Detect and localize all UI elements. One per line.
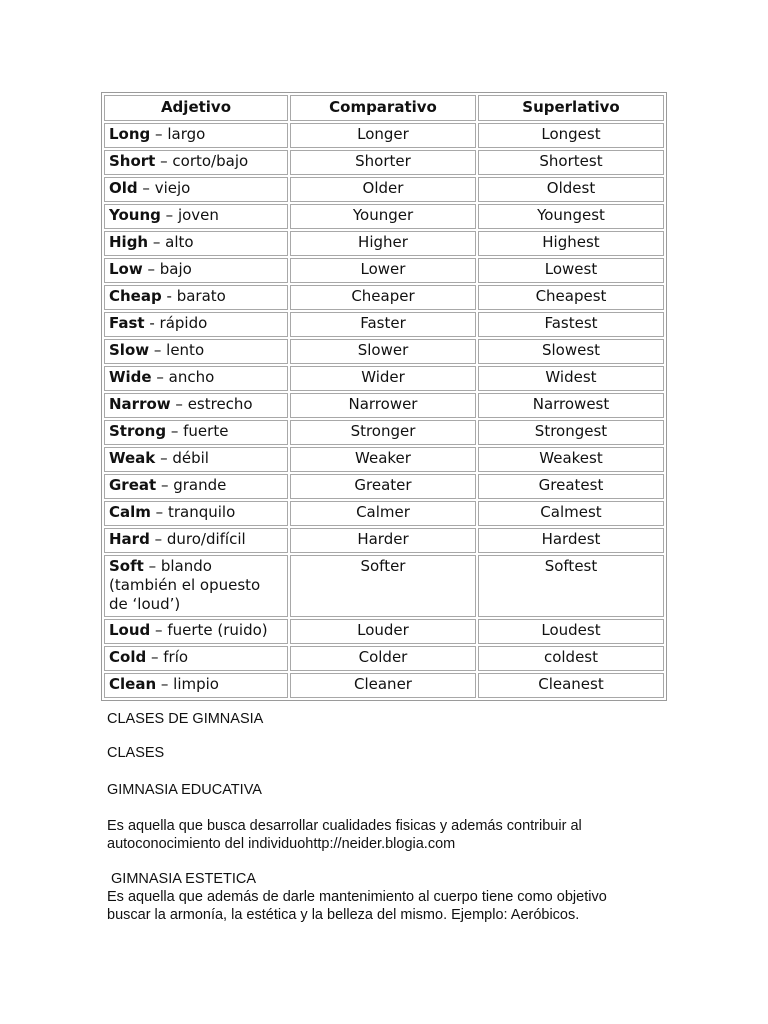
separator: – <box>170 395 188 413</box>
english-adjective: Calm <box>109 503 151 521</box>
cell-superlativo: Weakest <box>478 447 664 472</box>
english-adjective: Low <box>109 260 143 278</box>
header-adjetivo: Adjetivo <box>104 95 288 121</box>
table-row <box>104 447 664 472</box>
separator: – <box>137 179 155 197</box>
cell-comparativo: Calmer <box>290 501 476 526</box>
cell-comparativo: Shorter <box>290 150 476 175</box>
cell-adjetivo <box>104 204 288 229</box>
cell-superlativo: Cleanest <box>478 673 664 698</box>
cell-superlativo: Youngest <box>478 204 664 229</box>
table-row <box>104 258 664 283</box>
table-row <box>104 393 664 418</box>
table-row <box>104 673 664 698</box>
cell-comparativo: Higher <box>290 231 476 256</box>
cell-adjetivo <box>104 501 288 526</box>
spanish-translation: barato <box>176 287 226 305</box>
cell-adjetivo <box>104 123 288 148</box>
cell-superlativo: Narrowest <box>478 393 664 418</box>
english-adjective: High <box>109 233 149 251</box>
cell-comparativo: Cleaner <box>290 673 476 698</box>
english-adjective: Cheap <box>109 287 162 305</box>
spanish-translation: tranquilo <box>167 503 236 521</box>
cell-adjetivo <box>104 177 288 202</box>
spanish-translation: largo <box>167 125 206 143</box>
english-adjective: Hard <box>109 530 150 548</box>
header-comparativo: Comparativo <box>290 95 476 121</box>
cell-superlativo: Calmest <box>478 501 664 526</box>
table-row <box>104 501 664 526</box>
cell-adjetivo <box>104 285 288 310</box>
separator: – <box>155 152 173 170</box>
cell-adjetivo <box>104 393 288 418</box>
english-adjective: Old <box>109 179 138 197</box>
separator: – <box>149 530 167 548</box>
cell-adjetivo <box>104 673 288 698</box>
separator: – <box>155 449 173 467</box>
cell-comparativo: Younger <box>290 204 476 229</box>
english-adjective: Soft <box>109 557 144 575</box>
spanish-translation: corto/bajo <box>172 152 249 170</box>
cell-superlativo: Fastest <box>478 312 664 337</box>
cell-adjetivo <box>104 474 288 499</box>
spanish-translation: débil <box>172 449 209 467</box>
spanish-translation: fuerte <box>183 422 229 440</box>
english-adjective: Cold <box>109 648 147 666</box>
separator: – <box>160 206 178 224</box>
english-adjective: Strong <box>109 422 167 440</box>
spanish-translation: viejo <box>154 179 191 197</box>
table-row <box>104 528 664 553</box>
separator: – <box>151 368 169 386</box>
english-adjective: Fast <box>109 314 145 332</box>
separator: - <box>144 314 160 332</box>
english-adjective: Great <box>109 476 157 494</box>
cell-comparativo: Weaker <box>290 447 476 472</box>
cell-comparativo: Longer <box>290 123 476 148</box>
separator: – <box>148 233 166 251</box>
table-row <box>104 123 664 148</box>
separator: – <box>150 621 168 639</box>
english-adjective: Young <box>109 206 161 224</box>
cell-superlativo: Cheapest <box>478 285 664 310</box>
table-row <box>104 555 664 617</box>
english-adjective: Narrow <box>109 395 171 413</box>
table-row <box>104 150 664 175</box>
table-row <box>104 285 664 310</box>
cell-adjetivo <box>104 312 288 337</box>
heading-gimnasia-educativa: GIMNASIA EDUCATIVA <box>107 782 262 798</box>
table-row <box>104 231 664 256</box>
separator: – <box>149 341 167 359</box>
cell-comparativo: Wider <box>290 366 476 391</box>
spanish-translation: fuerte (ruido) <box>167 621 268 639</box>
table-row <box>104 646 664 671</box>
table-row <box>104 474 664 499</box>
cell-superlativo: Softest <box>478 555 664 617</box>
separator: – <box>166 422 184 440</box>
cell-comparativo: Greater <box>290 474 476 499</box>
table-row <box>104 619 664 644</box>
heading-clases: CLASES <box>107 745 165 761</box>
table-row <box>104 420 664 445</box>
cell-adjetivo <box>104 258 288 283</box>
cell-adjetivo <box>104 366 288 391</box>
spanish-translation: grande <box>173 476 227 494</box>
separator: – <box>150 503 168 521</box>
paragraph-gimnasia-estetica: Es aquella que además de darle mantenimiento al cuerpo tiene como objetivo buscar la armonía, la estética y la belleza del mismo. Ejemplo: Aeróbicos. <box>107 889 607 923</box>
cell-adjetivo <box>104 619 288 644</box>
table-row <box>104 177 664 202</box>
spanish-translation: bajo <box>159 260 192 278</box>
cell-adjetivo <box>104 555 288 617</box>
cell-adjetivo <box>104 420 288 445</box>
cell-superlativo: Greatest <box>478 474 664 499</box>
spanish-translation: estrecho <box>187 395 253 413</box>
cell-superlativo: Longest <box>478 123 664 148</box>
spanish-translation: limpio <box>173 675 219 693</box>
cell-superlativo: Slowest <box>478 339 664 364</box>
english-adjective: Loud <box>109 621 151 639</box>
cell-adjetivo <box>104 646 288 671</box>
spanish-translation: lento <box>166 341 205 359</box>
cell-superlativo: Highest <box>478 231 664 256</box>
separator: - <box>161 287 177 305</box>
spanish-translation: duro/difícil <box>166 530 246 548</box>
cell-superlativo: Hardest <box>478 528 664 553</box>
table-body <box>104 123 664 698</box>
separator: – <box>143 557 161 575</box>
cell-comparativo: Colder <box>290 646 476 671</box>
cell-superlativo: coldest <box>478 646 664 671</box>
separator: – <box>146 648 164 666</box>
separator: – <box>156 476 174 494</box>
cell-comparativo: Narrower <box>290 393 476 418</box>
cell-comparativo: Louder <box>290 619 476 644</box>
cell-comparativo: Softer <box>290 555 476 617</box>
cell-superlativo: Strongest <box>478 420 664 445</box>
cell-comparativo: Harder <box>290 528 476 553</box>
spanish-translation: joven <box>177 206 219 224</box>
english-adjective: Short <box>109 152 156 170</box>
spanish-translation: frío <box>163 648 189 666</box>
heading-gimnasia-estetica: GIMNASIA ESTETICA <box>107 871 257 887</box>
table-header-row <box>104 95 664 121</box>
header-superlativo: Superlativo <box>478 95 664 121</box>
cell-superlativo: Shortest <box>478 150 664 175</box>
adjective-table <box>101 92 667 701</box>
table-row <box>104 204 664 229</box>
english-adjective: Wide <box>109 368 152 386</box>
cell-adjetivo <box>104 447 288 472</box>
cell-comparativo: Slower <box>290 339 476 364</box>
english-adjective: Clean <box>109 675 157 693</box>
separator: – <box>156 675 174 693</box>
cell-comparativo: Lower <box>290 258 476 283</box>
heading-clases-de-gimnasia: CLASES DE GIMNASIA <box>107 711 264 727</box>
cell-superlativo: Widest <box>478 366 664 391</box>
separator: – <box>142 260 160 278</box>
paragraph-gimnasia-educativa: Es aquella que busca desarrollar cualidades fisicas y además contribuir al autoconocimiento del individuohttp://neider.blogia.com <box>107 818 582 852</box>
table-row <box>104 312 664 337</box>
cell-superlativo: Lowest <box>478 258 664 283</box>
spanish-translation: ancho <box>168 368 215 386</box>
cell-comparativo: Stronger <box>290 420 476 445</box>
spanish-translation: alto <box>165 233 194 251</box>
cell-comparativo: Faster <box>290 312 476 337</box>
separator: – <box>150 125 168 143</box>
english-adjective: Slow <box>109 341 150 359</box>
cell-comparativo: Older <box>290 177 476 202</box>
table-row <box>104 339 664 364</box>
spanish-translation: rápido <box>159 314 208 332</box>
english-adjective: Long <box>109 125 151 143</box>
cell-adjetivo <box>104 231 288 256</box>
spanish-translation: blando (también el opuesto de ‘loud’) <box>109 557 261 613</box>
cell-adjetivo <box>104 339 288 364</box>
english-adjective: Weak <box>109 449 156 467</box>
cell-adjetivo <box>104 528 288 553</box>
cell-adjetivo <box>104 150 288 175</box>
cell-superlativo: Loudest <box>478 619 664 644</box>
cell-superlativo: Oldest <box>478 177 664 202</box>
cell-comparativo: Cheaper <box>290 285 476 310</box>
table-row <box>104 366 664 391</box>
